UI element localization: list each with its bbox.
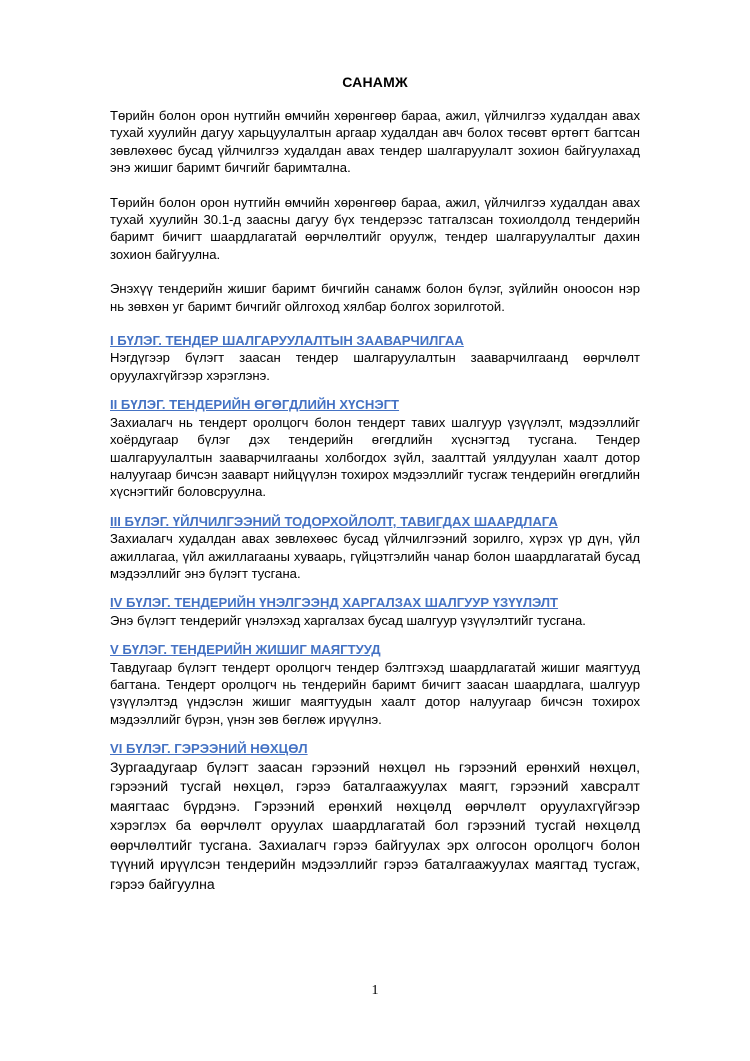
document-body <box>110 107 640 906</box>
intro-paragraph: Төрийн болон орон нутгийн өмчийн хөрөнгөөр бараа, ажил, үйлчилгээ худалдан авах тухай хуулийн 30.1-д заасны дагуу бүх тендерээс татгалзсан тохиолдолд тендерийн баримт бичигт шаардлагатай өөрчлөлтийг оруулж, тендер шалгаруулалтыг дахин зохион байгуулна. <box>110 194 640 262</box>
section-heading[interactable]: VI БҮЛЭГ. ГЭРЭЭНИЙ НӨХЦӨЛ <box>110 741 308 757</box>
page-number: 1 <box>371 983 379 998</box>
page-title: САНАМЖ <box>342 74 408 90</box>
section-chapter-3 <box>110 513 640 583</box>
section-text: Захиалагч худалдан авах зөвлөхөөс бусад үйлчилгээний зорилго, хүрэх үр дүн, үйл ажиллагаа, үйл ажиллагааны хуваарь, гүйцэтгэлийн чанар болон шаардлагатай бусад мэдээллийг энэ бүлэгт тусгана. <box>110 531 640 581</box>
section-text: Зургаадугаар бүлэгт заасан гэрээний нөхцөл нь гэрээний ерөнхий нөхцөл, гэрээний тусгай нөхцөл, гэрээ баталгаажуулах маягт, гэрээний хавсралт маягтаас бүрдэнэ. Гэрээний ерөнхий нөхцөлд өөрчлөлт оруулахгүйгээр хэрэглэх ба өөрчлөлт оруулах шаардлагатай бол гэрээний тусгай нөхцөлд өөрчлөлтийг тусгана. Захиалагч гэрээ байгуулах эрх олгосон оролцогч болон түүний ирүүлсэн тендерийн мэдээллийг гэрээ баталгаажуулах маягтад тусгаж, гэрээ байгуулна <box>110 758 640 892</box>
section-heading[interactable]: II БҮЛЭГ. ТЕНДЕРИЙН ӨГӨГДЛИЙН ХҮСНЭГТ <box>110 397 400 413</box>
section-text: Энэ бүлэгт тендерийг үнэлэхэд харгалзах бусад шалгуур үзүүлэлтийг тусгана. <box>110 612 586 628</box>
section-chapter-5 <box>110 641 640 728</box>
intro-paragraph: Энэхүү тендерийн жишиг баримт бичгийн санамж болон бүлэг, зүйлийн оноосон нэр нь зөвхөн уг баримт бичгийг ойлгоход хялбар болгох зорилготой. <box>110 281 640 314</box>
section-chapter-1 <box>110 332 640 384</box>
section-heading[interactable]: IV БҮЛЭГ. ТЕНДЕРИЙН ҮНЭЛГЭЭНД ХАРГАЛЗАХ ШАЛГУУР ҮЗҮҮЛЭЛТ <box>110 595 559 611</box>
section-chapter-6 <box>110 740 640 894</box>
intro-paragraph: Төрийн болон орон нутгийн өмчийн хөрөнгөөр бараа, ажил, үйлчилгээ худалдан авах тухай хуулийн дагуу харьцуулалтын аргаар худалдан авч болох төсөвт өртөгт багтсан зөвлөхөөс бусад үйлчилгээ худалдан авах тендер шалгаруулалт зохион байгуулахад энэ жишиг баримт бичгийг баримтална. <box>110 108 640 176</box>
section-heading[interactable]: III БҮЛЭГ. ҮЙЛЧИЛГЭЭНИЙ ТОДОРХОЙЛОЛТ, ТАВИГДАХ ШААРДЛАГА <box>110 513 558 529</box>
section-heading[interactable]: V БҮЛЭГ. ТЕНДЕРИЙН ЖИШИГ МАЯГТУУД <box>110 642 381 658</box>
section-chapter-4 <box>110 594 640 629</box>
section-text: Тавдугаар бүлэгт тендерт оролцогч тендер бэлтгэхэд шаардлагатай жишиг маягтууд багтана. Тендерт оролцогч нь тендерийн баримт бичигт заасан шаардлага, шалгуур үзүүлэлтэд үндэслэн жишиг маягтуудын хаалт дотор налуугаар бичсэн тохирох мэдээллийг бүрэн, үнэн зөв бөглөж ирүүлнэ. <box>110 659 640 727</box>
section-chapter-2 <box>110 396 640 500</box>
section-heading[interactable]: I БҮЛЭГ. ТЕНДЕР ШАЛГАРУУЛАЛТЫН ЗААВАРЧИЛГАА <box>110 333 464 349</box>
section-text: Нэгдүгээр бүлэгт заасан тендер шалгаруулалтын зааварчилгаанд өөрчлөлт оруулахгүйгээр хэрэглэнэ. <box>110 350 640 383</box>
section-text: Захиалагч нь тендерт оролцогч болон тендерт тавих шалгуур үзүүлэлт, мэдээллийг хоёрдугаар бүлэг дэх тендерийн өгөгдлийн хүснэгтэд тусгана. Тендер шалгаруулалтын зааварчилгааны холбогдох зүйл, заалттай уялдуулан хаалт дотор налуугаар бичсэн зааварт нийцүүлэн тохирох мэдээллийг тусгаж тендерийн өгөгдлийн хүснэгтийг боловсруулна. <box>110 414 640 500</box>
